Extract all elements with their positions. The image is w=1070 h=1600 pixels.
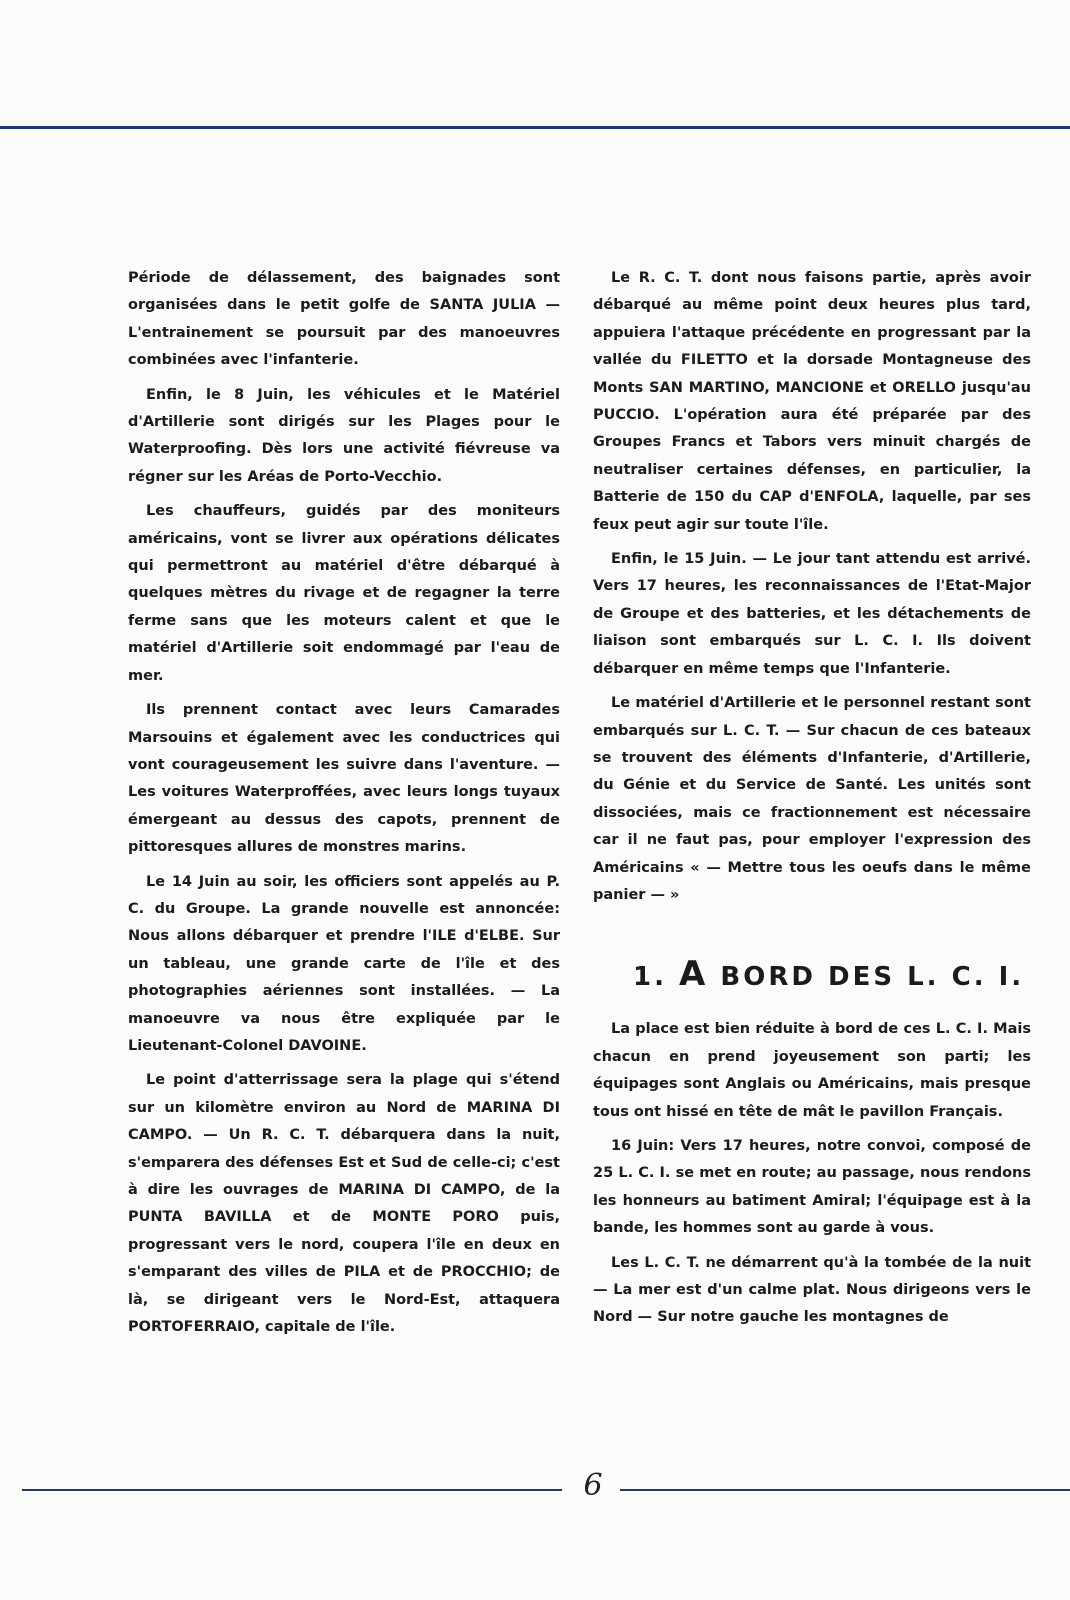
paragraph: Les chauffeurs, guidés par des moniteurs américains, vont se livrer aux opérations délicates qui permettront au matériel d'être débarqué à quelques mètres du rivage et de regagner la terre ferme sans que les moteurs calent et que le matériel d'Artillerie soit endommagé par l'eau de mer. [128, 503, 560, 684]
paragraph: Le matériel d'Artillerie et le personnel restant sont embarqués sur L. C. T. — Sur chacun de ces bateaux se trouvent des éléments d'Infanterie, d'Artillerie, du Génie et du Service de Santé. Les unités sont dissociées, mais ce fractionnement est nécessaire car il ne faut pas, pour employer l'expression des Américains « — Mettre tous les oeufs dans le même panier — » [593, 695, 1031, 903]
paragraph: Ils prennent contact avec leurs Camarades Marsouins et également avec les conductrices qui vont courageusement les suivre dans l'aventure. — Les voitures Waterproffées, avec leurs longs tuyaux émergeant au dessus des capots, prennent de pittoresques allures de monstres marins. [128, 702, 560, 856]
paragraph: Le point d'atterrissage sera la plage qui s'étend sur un kilomètre environ au Nord de MARINA DI CAMPO. — Un R. C. T. débarquera dans la nuit, s'emparera des défenses Est et Sud de celle-ci; c'est à dire les ouvrages de MARINA DI CAMPO, de la PUNTA BAVILLA et de MONTE PORO puis, progressant vers le nord, coupera l'île en deux en s'emparant des villes de PILA et de PROCCHIO; de là, se dirigeant vers le Nord-Est, attaquera PORTOFERRAIO, capitale de l'île. [128, 1072, 560, 1336]
section-heading [593, 954, 1031, 995]
paragraph: Le 14 Juin au soir, les officiers sont appelés au P. C. du Groupe. La grande nouvelle est annoncée: Nous allons débarquer et prendre l'ILE d'ELBE. Sur un tableau, une grande carte de l'île et des photographies aériennes sont installées. — La manoeuvre va nous être expliquée par le Lieutenant-Colonel DAVOINE. [128, 873, 560, 1054]
section-number: 1. [633, 962, 667, 993]
page-footer [0, 1466, 1070, 1506]
section-initial: A [679, 954, 709, 995]
paragraph: 16 Juin: Vers 17 heures, notre convoi, composé de 25 L. C. I. se met en route; au passage, nous rendons les honneurs au batiment Amiral; l'équipage est à la bande, les hommes sont au garde à vous. [593, 1137, 1031, 1237]
footer-rule-right [620, 1489, 1070, 1491]
paragraph: Période de délassement, des baignades sont organisées dans le petit golfe de SANTA JULIA — L'entrainement se poursuit par des manoeuvres combinées avec l'infanterie. [128, 270, 560, 369]
footer-rule-left [22, 1489, 562, 1491]
left-column [128, 265, 560, 1348]
paragraph: Enfin, le 8 Juin, les véhicules et le Matériel d'Artillerie sont dirigés sur les Plages pour le Waterproofing. Dès lors une activité fiévreuse va régner sur les Aréas de Porto-Vecchio. [128, 386, 560, 485]
top-rule [0, 126, 1070, 129]
paragraph: Enfin, le 15 Juin. — Le jour tant attendu est arrivé. Vers 17 heures, les reconnaissances de l'Etat-Major de Groupe et des batteries, et les détachements de liaison sont embarqués sur L. C. I. Ils doivent débarquer en même temps que l'Infanterie. [593, 551, 1031, 677]
page-number: 6 [583, 1468, 603, 1503]
right-column [593, 265, 1031, 1339]
paragraph: Les L. C. T. ne démarrent qu'à la tombée de la nuit — La mer est d'un calme plat. Nous dirigeons vers le Nord — Sur notre gauche les montagnes de [593, 1254, 1031, 1326]
paragraph: Le R. C. T. dont nous faisons partie, après avoir débarqué au même point deux heures plus tard, appuiera l'attaque précédente en progressant par la vallée du FILETTO et la dorsade Montagneuse des Monts SAN MARTINO, MANCIONE et ORELLO jusqu'au PUCCIO. L'opération aura été préparée par des Groupes Francs et Tabors vers minuit chargés de neutraliser certaines défenses, en particulier, la Batterie de 150 du CAP d'ENFOLA, laquelle, par ses feux peut agir sur toute l'île. [593, 270, 1031, 533]
paragraph: La place est bien réduite à bord de ces L. C. I. Mais chacun en prend joyeusement son parti; les équipages sont Anglais ou Américains, mais presque tous ont hissé en tête de mât le pavillon Français. [593, 1021, 1031, 1120]
section-title: BORD DES L. C. I. [720, 962, 1025, 993]
